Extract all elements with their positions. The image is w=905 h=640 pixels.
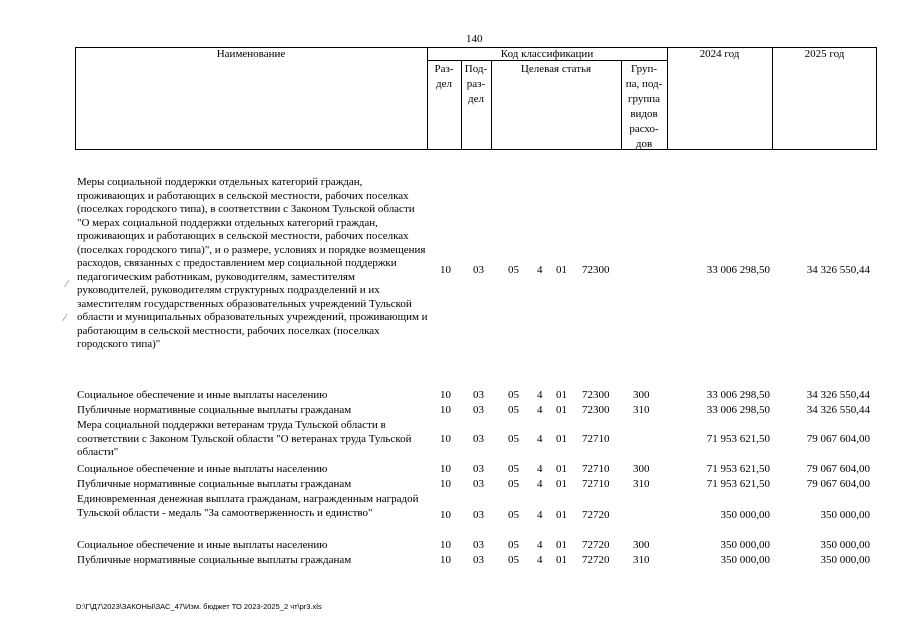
pen-tick-mark: ⁄ [66, 279, 68, 290]
header-name: Наименование [216, 48, 286, 60]
row-podrazdel: 03 [473, 389, 484, 401]
row-2024: 71 953 621,50 [706, 463, 770, 475]
row-2025: 350 000,00 [820, 554, 870, 566]
row-cs2: 4 [537, 264, 543, 276]
row-podrazdel: 03 [473, 463, 484, 475]
row-cs1: 05 [508, 478, 519, 490]
row-vr: 310 [633, 404, 650, 416]
col-sep [667, 47, 668, 150]
row-cs3: 01 [556, 554, 567, 566]
row-2025: 350 000,00 [820, 509, 870, 521]
row-cs1: 05 [508, 433, 519, 445]
row-2024: 71 953 621,50 [706, 433, 770, 445]
row-cs1: 05 [508, 539, 519, 551]
row-cs1: 05 [508, 554, 519, 566]
row-cs2: 4 [537, 404, 543, 416]
header-2025: 2025 год [804, 48, 845, 60]
row-razdel: 10 [440, 433, 451, 445]
row-cs4: 72720 [582, 509, 610, 521]
header-2024: 2024 год [699, 48, 740, 60]
row-podrazdel: 03 [473, 433, 484, 445]
row-podrazdel: 03 [473, 509, 484, 521]
row-razdel: 10 [440, 478, 451, 490]
header-podrazdel: Под- раз- дел [464, 63, 488, 105]
row-2025: 34 326 550,44 [806, 389, 870, 401]
header-gruppa: Груп- па, под- группа видов расхо- дов [625, 63, 663, 150]
row-name: Публичные нормативные социальные выплаты гражданам [77, 554, 352, 566]
row-cs3: 01 [556, 478, 567, 490]
row-2024: 350 000,00 [720, 539, 770, 551]
row-cs2: 4 [537, 539, 543, 551]
pen-tick-mark: ⁄ [64, 313, 66, 324]
row-cs1: 05 [508, 264, 519, 276]
row-cs4: 72300 [582, 389, 610, 401]
row-vr: 310 [633, 478, 650, 490]
row-cs4: 72710 [582, 433, 610, 445]
row-2025: 350 000,00 [820, 539, 870, 551]
page-number: 140 [466, 33, 483, 45]
row-name: Социальное обеспечение и иные выплаты населению [77, 389, 328, 401]
row-2025: 79 067 604,00 [806, 433, 870, 445]
header-celevaya: Целевая статья [520, 63, 592, 75]
row-cs4: 72710 [582, 463, 610, 475]
row-2024: 350 000,00 [720, 509, 770, 521]
row-2025: 79 067 604,00 [806, 463, 870, 475]
header-classification: Код классификации [500, 48, 594, 60]
row-vr: 310 [633, 554, 650, 566]
row-2025: 79 067 604,00 [806, 478, 870, 490]
table-header [75, 47, 877, 150]
row-2025: 34 326 550,44 [806, 404, 870, 416]
row-cs3: 01 [556, 463, 567, 475]
row-cs3: 01 [556, 433, 567, 445]
row-razdel: 10 [440, 463, 451, 475]
row-2024: 71 953 621,50 [706, 478, 770, 490]
row-cs2: 4 [537, 478, 543, 490]
row-razdel: 10 [440, 264, 451, 276]
row-2025: 34 326 550,44 [806, 264, 870, 276]
row-vr: 300 [633, 463, 650, 475]
row-vr: 300 [633, 389, 650, 401]
row-razdel: 10 [440, 404, 451, 416]
row-podrazdel: 03 [473, 264, 484, 276]
row-podrazdel: 03 [473, 404, 484, 416]
row-cs4: 72720 [582, 554, 610, 566]
row-2024: 33 006 298,50 [706, 389, 770, 401]
row-2024: 33 006 298,50 [706, 264, 770, 276]
row-name: Мера социальной поддержки ветеранам труда Тульской области в соответствии с Законом Тульской области "О ветеранах труда Тульской области" [77, 419, 412, 458]
header-razdel: Раз- дел [434, 63, 454, 90]
row-cs3: 01 [556, 389, 567, 401]
row-podrazdel: 03 [473, 478, 484, 490]
header-bottom-line [75, 149, 877, 150]
row-razdel: 10 [440, 554, 451, 566]
row-2024: 350 000,00 [720, 554, 770, 566]
row-cs4: 72710 [582, 478, 610, 490]
row-cs3: 01 [556, 404, 567, 416]
row-name: Меры социальной поддержки отдельных категорий граждан, проживающих и работающих в сельской местности, рабочих поселках (поселках городского типа), в соответствии с Законом Тульской области "О мерах социальной поддержки отдельных категорий граждан, проживающих и работающих в сельской местности, рабочих поселках (поселках городского типа)", и о размере, условиях и порядке возмещения расходов, связанных с предоставлением мер социальной поддержки педагогическим работникам, руководителям, заместителям руководителей, руководителям структурных подразделений и их заместителям государственных образовательных учреждений Тульской области и муниципальных образовательных учреждений, проживающим и работающим в сельской местности, рабочих поселках (поселках городского типа)" [77, 176, 428, 350]
row-cs3: 01 [556, 539, 567, 551]
row-name: Социальное обеспечение и иные выплаты населению [77, 539, 328, 551]
row-cs2: 4 [537, 554, 543, 566]
header-left-line [75, 47, 76, 150]
row-cs1: 05 [508, 463, 519, 475]
row-cs3: 01 [556, 509, 567, 521]
row-podrazdel: 03 [473, 554, 484, 566]
row-2024: 33 006 298,50 [706, 404, 770, 416]
row-cs2: 4 [537, 389, 543, 401]
row-cs2: 4 [537, 433, 543, 445]
row-cs2: 4 [537, 509, 543, 521]
row-razdel: 10 [440, 539, 451, 551]
row-cs2: 4 [537, 463, 543, 475]
row-podrazdel: 03 [473, 539, 484, 551]
row-razdel: 10 [440, 389, 451, 401]
row-cs1: 05 [508, 389, 519, 401]
row-razdel: 10 [440, 509, 451, 521]
row-cs4: 72300 [582, 264, 610, 276]
row-name: Социальное обеспечение и иные выплаты населению [77, 463, 328, 475]
col-sep [772, 47, 773, 150]
row-cs1: 05 [508, 404, 519, 416]
row-cs3: 01 [556, 264, 567, 276]
row-name: Единовременная денежная выплата гражданам, награжденным наградой Тульской области - медаль "За самоотверженность и единство" [77, 493, 419, 519]
file-path-footer: D:\Г\Д7\2023\ЗАКОНЫ\ЗАС_47\Изм. бюджет ТО 2023-2025_2 чт\pr3.xls [76, 602, 322, 611]
row-cs4: 72720 [582, 539, 610, 551]
row-name: Публичные нормативные социальные выплаты гражданам [77, 478, 352, 490]
row-cs4: 72300 [582, 404, 610, 416]
row-name: Публичные нормативные социальные выплаты гражданам [77, 404, 352, 416]
row-cs1: 05 [508, 509, 519, 521]
row-vr: 300 [633, 539, 650, 551]
header-right-line [876, 47, 877, 150]
